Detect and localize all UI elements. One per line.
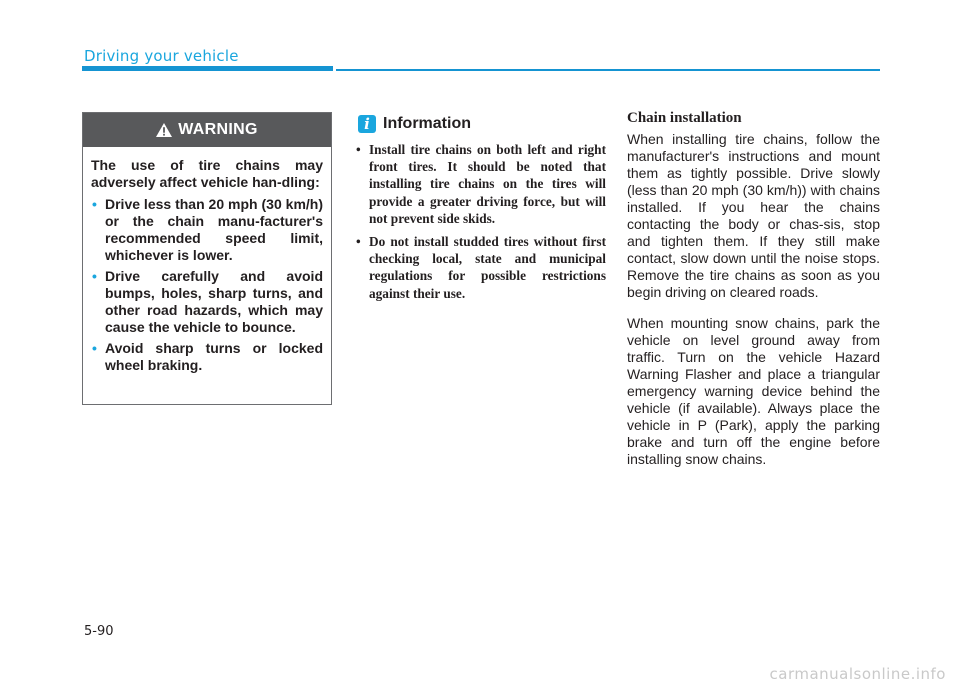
- warning-item: [91, 340, 323, 374]
- bullet-icon: •: [356, 234, 361, 250]
- information-item-text: Install tire chains on both left and right front tires. It should be noted that installing tire chains on the tires will provide a greater driving force, but will not prevent side skids.: [369, 142, 606, 226]
- warning-item-text: Drive carefully and avoid bumps, holes, sharp turns, and other road hazards, which may cause the vehicle to bounce.: [105, 268, 323, 335]
- warning-title: WARNING: [178, 121, 258, 138]
- warning-item-text: Avoid sharp turns or locked wheel braking.: [105, 340, 323, 373]
- information-item: [356, 141, 606, 227]
- bullet-icon: •: [92, 268, 97, 284]
- warning-item: [91, 268, 323, 336]
- chain-installation-paragraph: When mounting snow chains, park the vehicle on level ground away from traffic. Turn on the vehicle Hazard Warning Flasher and place a triangular emergency warning device behind the vehicle (if available). Always place the vehicle in P (Park), apply the parking brake and turn off the engine before installing snow chains.: [627, 315, 880, 467]
- watermark: carmanualsonline.info: [769, 665, 946, 683]
- info-icon: i: [358, 115, 376, 133]
- information-list: [356, 141, 606, 308]
- warning-intro: The use of tire chains may adversely affect vehicle han-dling:: [91, 157, 323, 190]
- warning-item: [91, 196, 323, 264]
- information-title: Information: [383, 115, 471, 132]
- bullet-icon: •: [92, 340, 97, 356]
- warning-box: [82, 112, 332, 405]
- warning-item-text: Drive less than 20 mph (30 km/h) or the chain manu-facturer's recommended speed limit, whichever is lower.: [105, 196, 323, 263]
- information-header: [358, 115, 471, 133]
- warning-triangle-icon: [156, 123, 172, 137]
- chain-installation-paragraph: When installing tire chains, follow the manufacturer's instructions and mount them as tightly possible. Drive slowly (less than 20 mph (30 km/h)) with chains installed. If you hear the chains contacting the body or chas-sis, stop and tighten them. If they still make contact, slow down until the noise stops. Remove the tire chains as soon as you begin driving on cleared roads.: [627, 131, 880, 300]
- information-item: [356, 233, 606, 302]
- bullet-icon: •: [356, 142, 361, 157]
- header-rule-thick: [82, 66, 333, 71]
- warning-header: [83, 113, 331, 147]
- information-item-text: Do not install studded tires without first checking local, state and municipal regulations for possible restrictions against their use.: [369, 234, 606, 301]
- section-header: Driving your vehicle: [84, 47, 239, 65]
- warning-body: [83, 147, 331, 374]
- warning-list: [91, 196, 323, 374]
- header-rule-thin: [336, 69, 880, 71]
- page-number: 5-90: [84, 624, 114, 639]
- chain-installation-heading: Chain installation: [627, 110, 742, 126]
- bullet-icon: •: [92, 196, 97, 212]
